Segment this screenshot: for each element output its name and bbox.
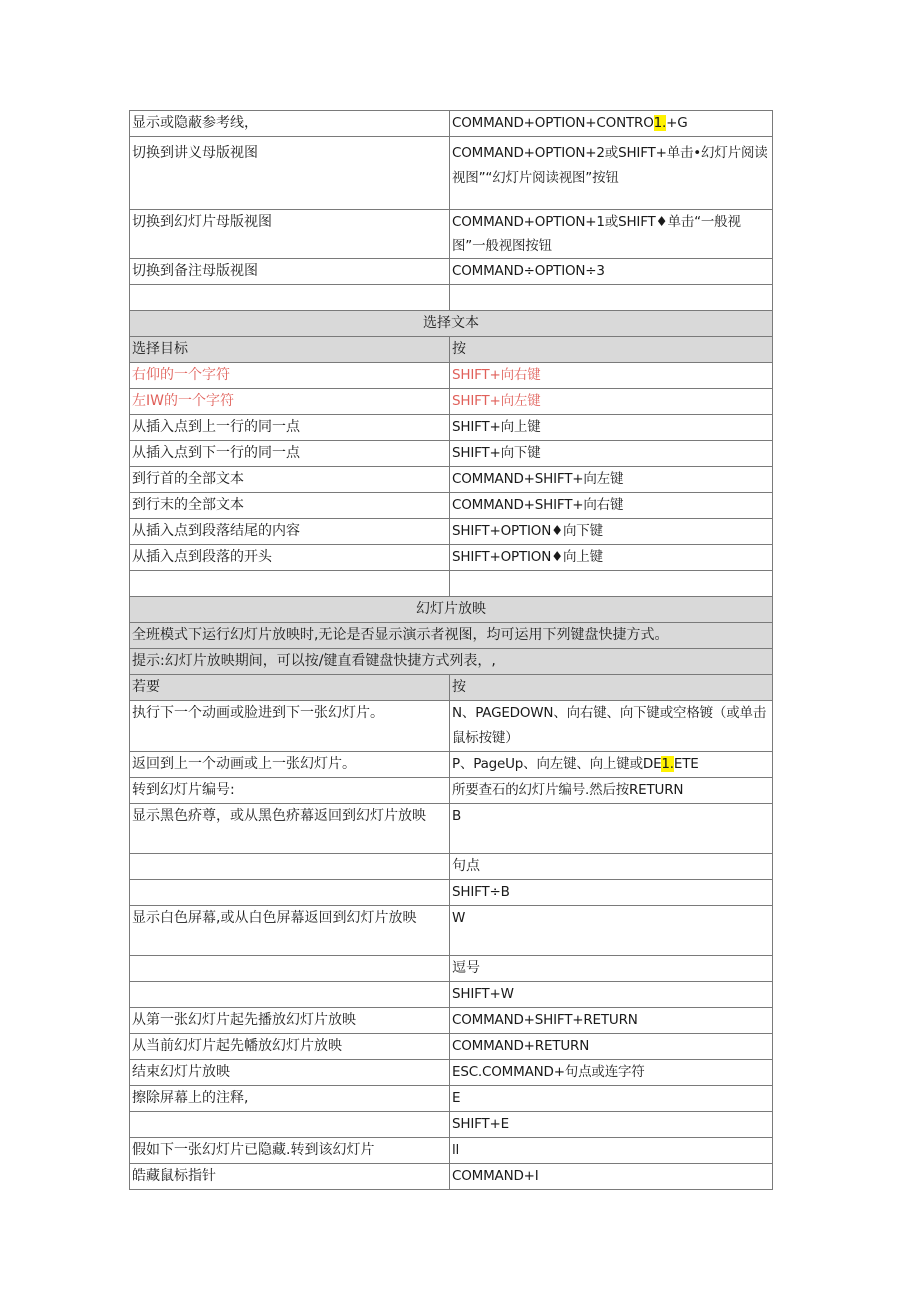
- table-row: [130, 467, 773, 493]
- table-row: [130, 752, 773, 778]
- keys-cell: ESC.COMMAND+句点或连字符: [450, 1060, 773, 1086]
- table-row: [130, 982, 773, 1008]
- shortcut-table: [129, 110, 773, 1190]
- table-row: [130, 1060, 773, 1086]
- keys-cell: SHIFT+OPTION♦向上键: [450, 545, 773, 571]
- table-row: [130, 111, 773, 137]
- keys-cell: [450, 111, 773, 137]
- table-row: [130, 415, 773, 441]
- keys-cell: COMMAND+SHIFT+RETURN: [450, 1008, 773, 1034]
- keys-cell: SHIFT+W: [450, 982, 773, 1008]
- action-cell: [130, 1112, 450, 1138]
- table-row: [130, 854, 773, 880]
- keys-text: +G: [666, 115, 688, 131]
- keys-cell: SHIFT+OPTION♦向下键: [450, 519, 773, 545]
- action-cell: 从插入点到段落结尾的内容: [130, 519, 450, 545]
- action-cell: 皓藏鼠标指针: [130, 1164, 450, 1190]
- keys-cell: COMMAND+SHIFT+向右键: [450, 493, 773, 519]
- section-title: 幻灯片放映: [130, 597, 773, 623]
- keys-cell: 逗号: [450, 956, 773, 982]
- keys-cell: COMMAND+OPTION+2或SHIFT+单击•幻灯片阅读视图”“幻灯片阅读视图”按钮: [450, 137, 773, 210]
- keys-text: P、PageUp、向左键、向上键或DE: [452, 756, 662, 772]
- table-row: [130, 1008, 773, 1034]
- action-cell: 假如下一张幻灯片已隐藏.转到该幻灯片: [130, 1138, 450, 1164]
- keys-cell: COMMAND+RETURN: [450, 1034, 773, 1060]
- table-row: [130, 259, 773, 285]
- column-header: 选择目标: [130, 337, 450, 363]
- action-cell: 到行末的全部文本: [130, 493, 450, 519]
- table-row: [130, 701, 773, 752]
- action-cell: [130, 956, 450, 982]
- action-cell: 显示或隐蔽参考线，: [130, 111, 450, 137]
- keys-cell: B: [450, 804, 773, 854]
- keys-cell: W: [450, 906, 773, 956]
- action-cell: 执行下一个动画或脸进到下一张幻灯片。: [130, 701, 450, 752]
- action-cell: 显示白色屏幕,或从白色屏幕返回到幻灯片放映: [130, 906, 450, 956]
- table-row: [130, 1112, 773, 1138]
- section-header: [130, 597, 773, 623]
- keys-cell: SHIFT+向右键: [450, 363, 773, 389]
- keys-cell: ll: [450, 1138, 773, 1164]
- keys-text: ETE: [673, 756, 699, 772]
- action-cell: 擦除屏幕上的注释,: [130, 1086, 450, 1112]
- keys-cell: [450, 752, 773, 778]
- note-text: 全班模式下运行幻灯片放映时,无论是否显示演示者视图，均可运用下列键盘快捷方式。: [130, 623, 773, 649]
- keys-cell: 所要查石的幻灯片编号.然后按RETURN: [450, 778, 773, 804]
- action-cell: [130, 854, 450, 880]
- table-row: [130, 1164, 773, 1190]
- table-row: [130, 804, 773, 854]
- table-row: [130, 493, 773, 519]
- action-cell: 从插入点到下一行的同一点: [130, 441, 450, 467]
- keys-cell: N、PAGEDOWN、向右键、向下键或空格镀（或单击鼠标按键）: [450, 701, 773, 752]
- action-cell: 显示黑色疥尊，或从黑色疥幕返回到幻灯片放映: [130, 804, 450, 854]
- note-row: [130, 649, 773, 675]
- action-cell: 转到幻灯片编号:: [130, 778, 450, 804]
- action-cell: 结束幻灯片放映: [130, 1060, 450, 1086]
- action-cell: 返回到上一个动画或上一张幻灯片。: [130, 752, 450, 778]
- note-text: 提示:幻灯片放映期间，可以按/键直看键盘快捷方式列表，,: [130, 649, 773, 675]
- table-row: [130, 880, 773, 906]
- table-row: [130, 363, 773, 389]
- keys-cell: SHIFT+向下键: [450, 441, 773, 467]
- action-cell: 左IW的一个字符: [130, 389, 450, 415]
- table-row: [130, 545, 773, 571]
- table-row: [130, 956, 773, 982]
- action-cell: 从第一张幻灯片起先播放幻灯片放映: [130, 1008, 450, 1034]
- action-cell: 从当前幻灯片起先幡放幻灯片放映: [130, 1034, 450, 1060]
- action-cell: 从插入点到段落的开头: [130, 545, 450, 571]
- keys-cell: 句点: [450, 854, 773, 880]
- highlight-mark: 1.: [661, 756, 674, 772]
- table-row: [130, 210, 773, 259]
- table-row: [130, 906, 773, 956]
- table-row: [130, 389, 773, 415]
- table-row: [130, 137, 773, 210]
- keys-cell: SHIFT+向左键: [450, 389, 773, 415]
- table-row: [130, 1138, 773, 1164]
- action-cell: 切换到幻灯片母版视图: [130, 210, 450, 259]
- column-header: 按: [450, 675, 773, 701]
- empty-row: [130, 285, 773, 311]
- note-row: [130, 623, 773, 649]
- column-header: 若要: [130, 675, 450, 701]
- column-header-row: [130, 337, 773, 363]
- keys-cell: E: [450, 1086, 773, 1112]
- keys-cell: COMMAND÷OPTION÷3: [450, 259, 773, 285]
- action-cell: [130, 982, 450, 1008]
- highlight-mark: 1.: [653, 115, 667, 131]
- action-cell: 右仰的一个字符: [130, 363, 450, 389]
- action-cell: [130, 880, 450, 906]
- column-header-row: [130, 675, 773, 701]
- empty-row: [130, 571, 773, 597]
- action-cell: 切换到讲义母版视图: [130, 137, 450, 210]
- table-row: [130, 1034, 773, 1060]
- table-row: [130, 1086, 773, 1112]
- keys-cell: COMMAND+I: [450, 1164, 773, 1190]
- keys-cell: COMMAND+SHIFT+向左键: [450, 467, 773, 493]
- section-title: 选择文本: [130, 311, 773, 337]
- column-header: 按: [450, 337, 773, 363]
- keys-text: COMMAND+OPTION+CONTRO: [452, 115, 654, 131]
- keys-cell: SHIFT+向上键: [450, 415, 773, 441]
- table-row: [130, 519, 773, 545]
- table-row: [130, 441, 773, 467]
- table-row: [130, 778, 773, 804]
- keys-cell: COMMAND+OPTION+1或SHIFT♦单击“一般视图”一般视图按钮: [450, 210, 773, 259]
- section-header: [130, 311, 773, 337]
- action-cell: 切换到备注母版视图: [130, 259, 450, 285]
- keys-cell: SHIFT+E: [450, 1112, 773, 1138]
- keys-cell: SHIFT÷B: [450, 880, 773, 906]
- action-cell: 从插入点到上一行的同一点: [130, 415, 450, 441]
- action-cell: 到行首的全部文本: [130, 467, 450, 493]
